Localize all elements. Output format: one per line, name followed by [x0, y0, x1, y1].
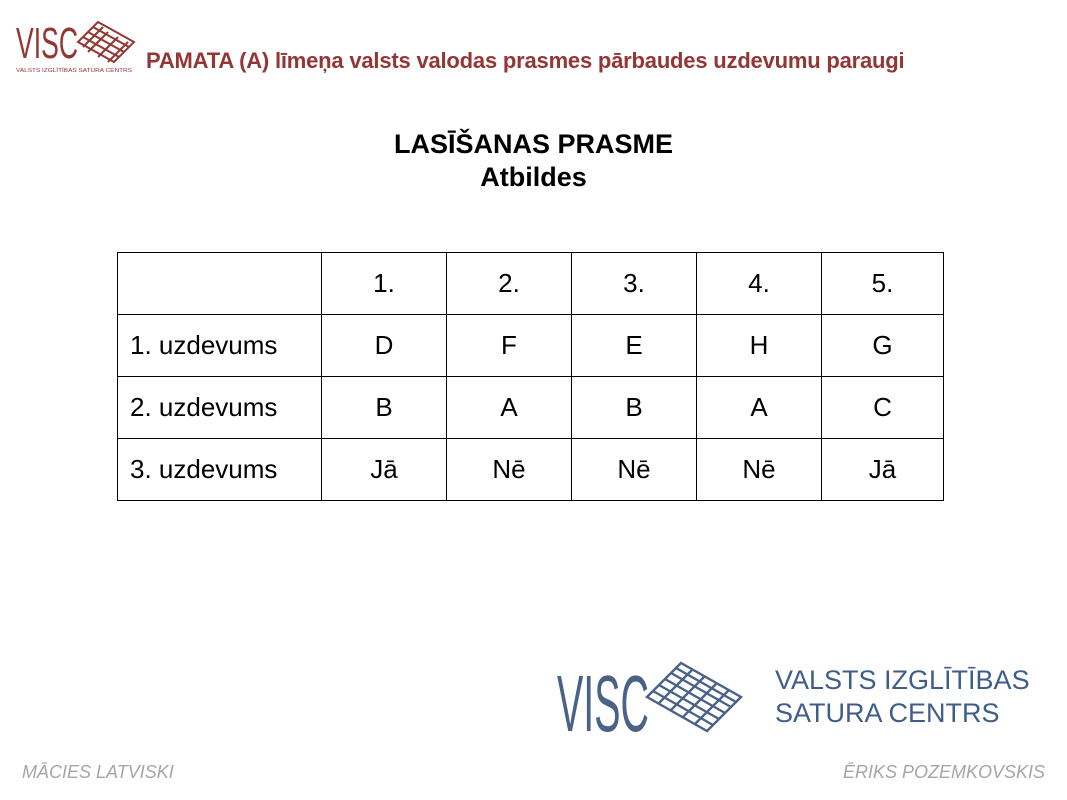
- lattice-pattern-icon: [647, 663, 741, 731]
- answer-cell: Nē: [447, 439, 572, 501]
- table-header-row: [118, 253, 944, 315]
- header-cell-empty: [118, 253, 322, 315]
- answer-cell: H: [697, 315, 822, 377]
- visc-logo-top-text: VISC: [16, 19, 78, 68]
- header-cell: 5.: [822, 253, 944, 315]
- main-heading: [0, 128, 1067, 194]
- footer-right-text: ĒRIKS POZEMKOVSKIS: [842, 762, 1045, 782]
- answer-cell: Nē: [697, 439, 822, 501]
- answer-cell: Jā: [822, 439, 944, 501]
- answer-cell: G: [822, 315, 944, 377]
- table-row: [118, 439, 944, 501]
- table-row: [118, 315, 944, 377]
- org-name-line2: SATURA CENTRS: [775, 698, 1000, 728]
- org-name-line1: VALSTS IZGLĪTĪBAS: [775, 665, 1030, 695]
- section-subtitle: Atbildes: [480, 162, 587, 192]
- row-label: 2. uzdevums: [118, 377, 322, 439]
- answer-cell: Jā: [322, 439, 447, 501]
- visc-logo-top: [14, 14, 136, 76]
- row-label: 1. uzdevums: [118, 315, 322, 377]
- header-title: PAMATA (A) līmeņa valsts valodas prasmes pārbaudes uzdevumu paraugi: [146, 48, 905, 73]
- header-cell: 3.: [572, 253, 697, 315]
- answers-table: [117, 252, 944, 501]
- visc-logo-top-caption: VALSTS IZGLĪTĪBAS SATURA CENTRS: [16, 68, 116, 74]
- answer-cell: F: [447, 315, 572, 377]
- header-cell: 4.: [697, 253, 822, 315]
- visc-logo-bottom: [555, 655, 745, 737]
- section-title: LASĪŠANAS PRASME: [393, 129, 674, 159]
- header-cell: 2.: [447, 253, 572, 315]
- footer-left-text: MĀCIES LATVISKI: [22, 762, 174, 782]
- header-cell: 1.: [322, 253, 447, 315]
- answer-cell: A: [697, 377, 822, 439]
- answer-cell: E: [572, 315, 697, 377]
- answer-cell: C: [822, 377, 944, 439]
- org-name: [775, 664, 1030, 730]
- lattice-pattern-icon: [78, 22, 134, 62]
- answer-cell: B: [322, 377, 447, 439]
- answer-cell: D: [322, 315, 447, 377]
- visc-logo-bottom-text: VISC: [557, 659, 649, 737]
- answer-cell: A: [447, 377, 572, 439]
- answer-cell: Nē: [572, 439, 697, 501]
- answer-cell: B: [572, 377, 697, 439]
- row-label: 3. uzdevums: [118, 439, 322, 501]
- table-row: [118, 377, 944, 439]
